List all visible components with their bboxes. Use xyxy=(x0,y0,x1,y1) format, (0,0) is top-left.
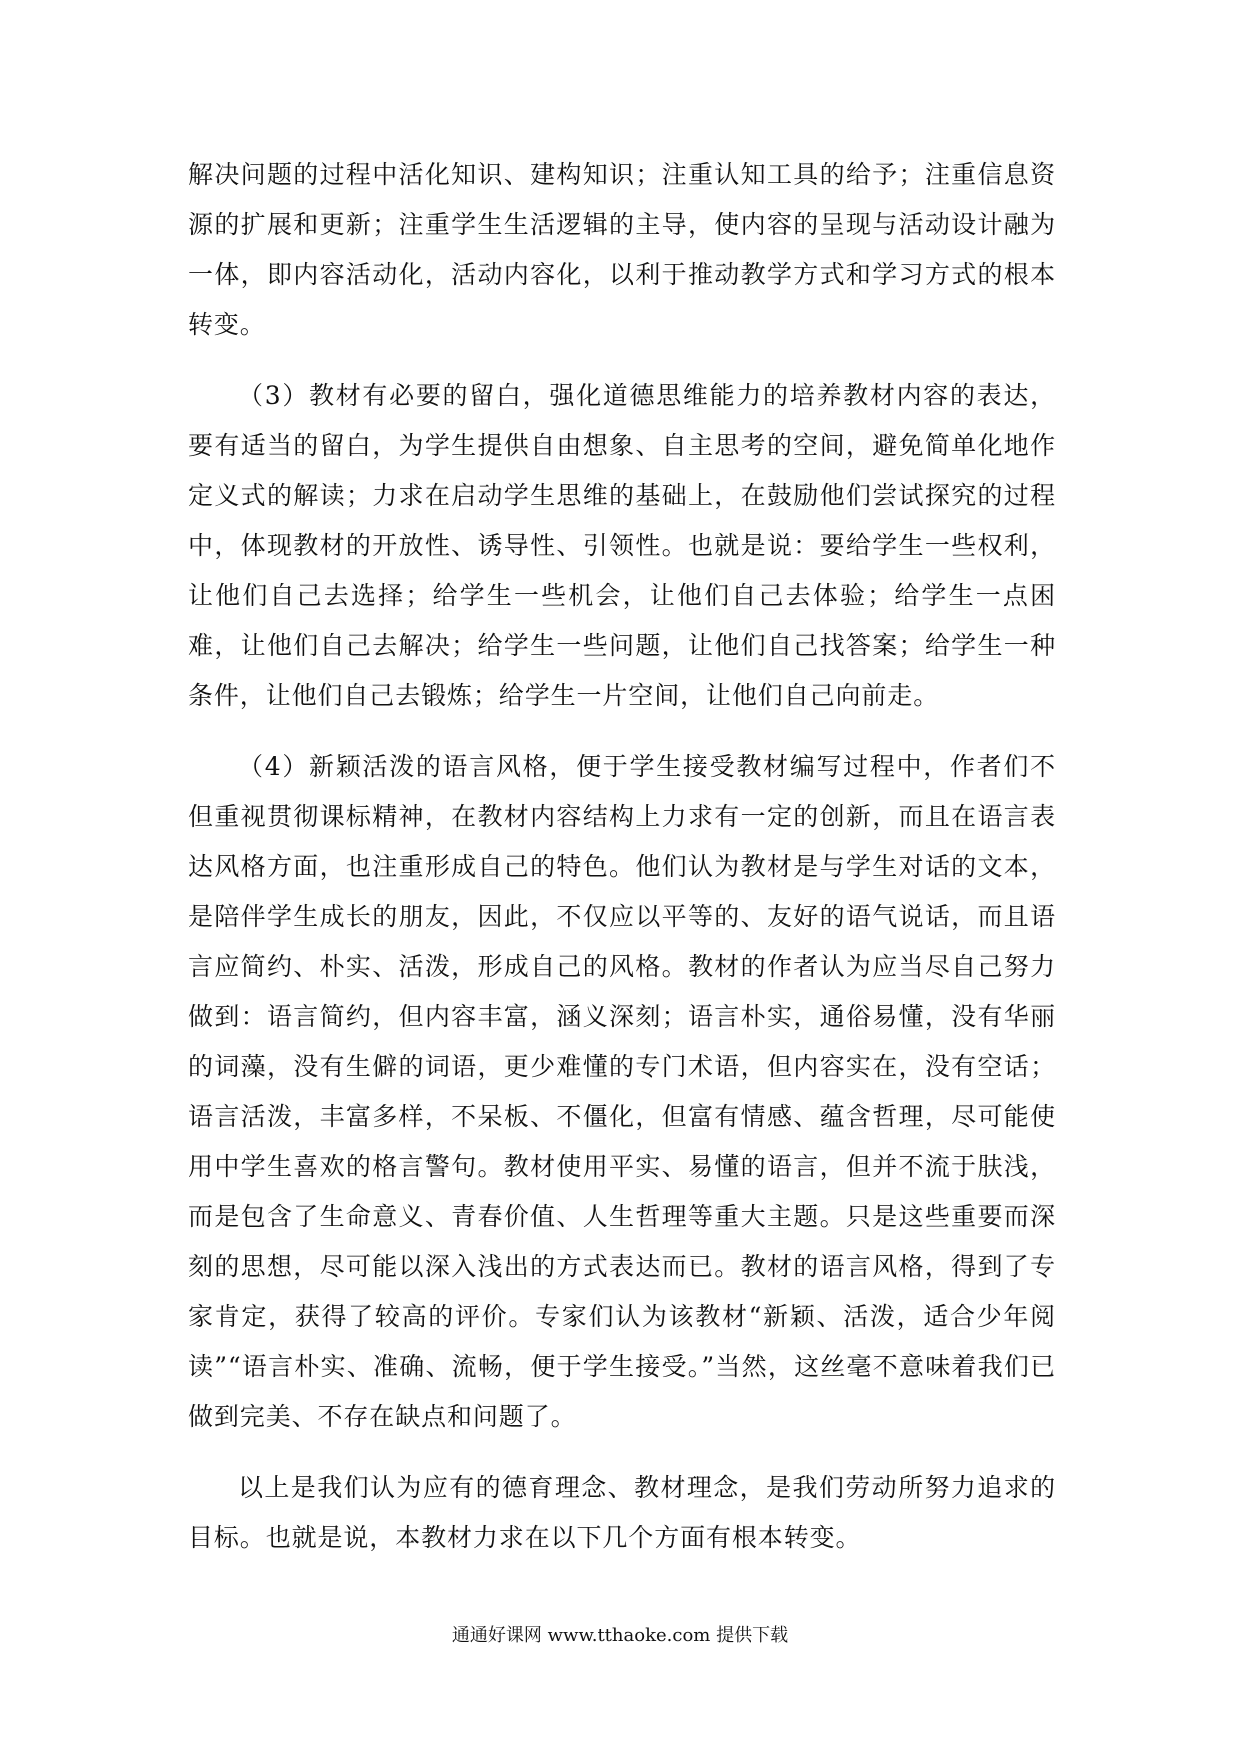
paragraph-item-3: （3）教材有必要的留白，强化道德思维能力的培养教材内容的表达，要有适当的留白，为学生提供自由想象、自主思考的空间，避免简单化地作定义式的解读；力求在启动学生思维的基础上，在鼓励他们尝试探究的过程中，体现教材的开放性、诱导性、引领性。也就是说：要给学生一些权利，让他们自己去选择；给学生一些机会，让他们自己去体验；给学生一点困难，让他们自己去解决；给学生一些问题，让他们自己找答案；给学生一种条件，让他们自己去锻炼；给学生一片空间，让他们自己向前走。 xyxy=(188,381,1056,710)
paragraph-continuation: 解决问题的过程中活化知识、建构知识；注重认知工具的给予；注重信息资源的扩展和更新；注重学生生活逻辑的主导，使内容的呈现与活动设计融为一体，即内容活动化，活动内容化，以利于推动教学方式和学习方式的根本转变。 xyxy=(188,160,1056,339)
paragraph-summary: 以上是我们认为应有的德育理念、教材理念，是我们劳动所努力追求的目标。也就是说，本教材力求在以下几个方面有根本转变。 xyxy=(188,1473,1056,1552)
page-footer: 通通好课网 www.tthaoke.com 提供下载 xyxy=(451,1625,789,1646)
document-body xyxy=(188,150,1056,1563)
paragraph-item-4: （4）新颖活泼的语言风格，便于学生接受教材编写过程中，作者们不但重视贯彻课标精神，在教材内容结构上力求有一定的创新，而且在语言表达风格方面，也注重形成自己的特色。他们认为教材是与学生对话的文本，是陪伴学生成长的朋友，因此，不仅应以平等的、友好的语气说话，而且语言应简约、朴实、活泼，形成自己的风格。教材的作者认为应当尽自己努力做到：语言简约，但内容丰富，涵义深刻；语言朴实，通俗易懂，没有华丽的词藻，没有生僻的词语，更少难懂的专门术语，但内容实在，没有空话；语言活泼，丰富多样，不呆板、不僵化，但富有情感、蕴含哲理，尽可能使用中学生喜欢的格言警句。教材使用平实、易懂的语言，但并不流于肤浅， 而是包含了生命意义、青春价值、人生哲理等重大主题。只是这些重要而深刻的思想，尽可能以深入浅出的方式表达而已。教材的语言风格，得到了专家肯定，获得了较高的评价。专家们认为该教材“新颖、活泼，适合少年阅读”“语言朴实、准确、流畅，便于学生接受。”当然，这丝毫不意味着我们已做到完美、不存在缺点和问题了。 xyxy=(188,752,1056,1431)
